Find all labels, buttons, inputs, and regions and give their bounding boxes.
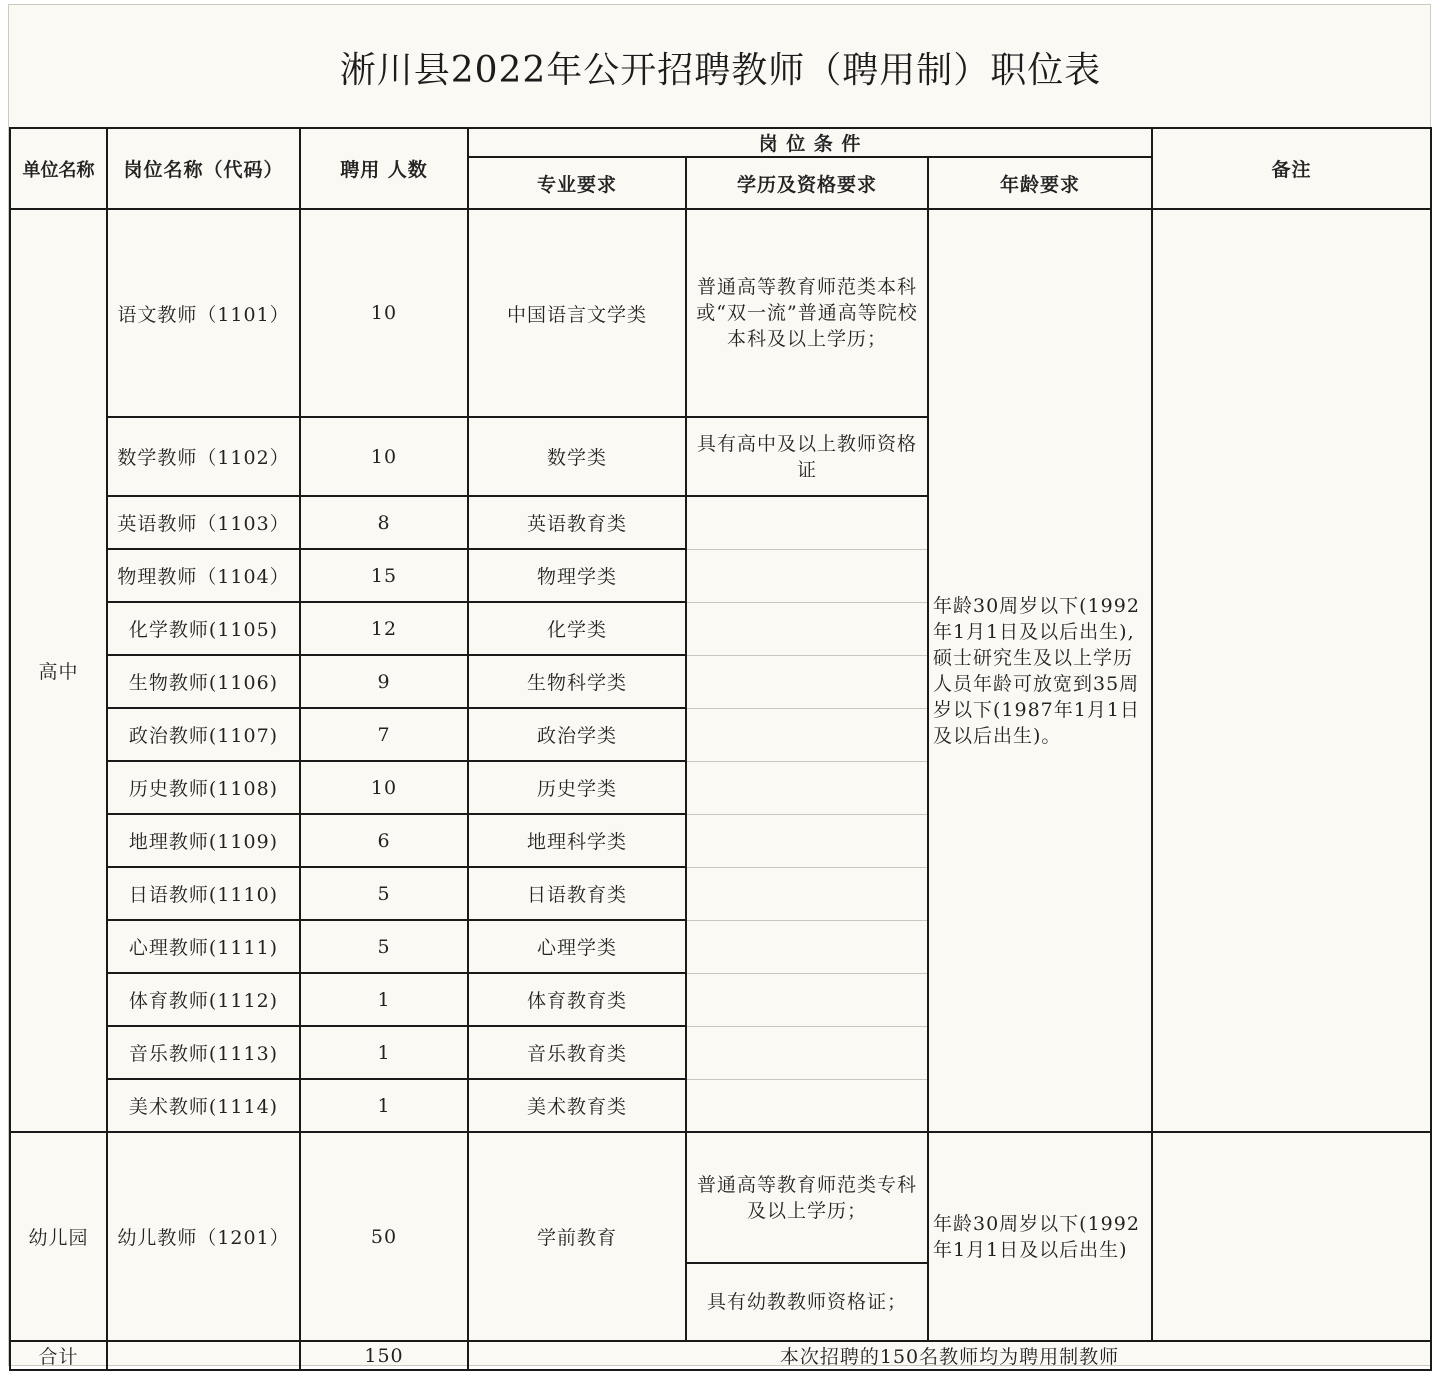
header-major: 专业要求 [468, 157, 686, 209]
count-cell: 5 [300, 867, 468, 920]
major-cell: 体育教育类 [468, 973, 686, 1026]
age-cell-high-school [928, 209, 1152, 1132]
major-cell: 中国语言文学类 [468, 209, 686, 417]
count-cell: 5 [300, 920, 468, 973]
position-cell: 美术教师(1114) [107, 1079, 300, 1132]
header-row-1 [10, 128, 1431, 157]
table-row [10, 209, 1431, 417]
count-cell: 10 [300, 209, 468, 417]
position-cell: 历史教师(1108) [107, 761, 300, 814]
table-row [10, 1132, 1431, 1263]
total-count: 150 [300, 1341, 468, 1370]
position-cell: 政治教师(1107) [107, 708, 300, 761]
header-position: 岗位名称（代码） [107, 128, 300, 209]
qualification-cell: 具有幼教教师资格证； [686, 1263, 928, 1341]
count-cell: 10 [300, 761, 468, 814]
remark-cell-kindergarten [1152, 1132, 1431, 1341]
position-cell: 体育教师(1112) [107, 973, 300, 1026]
major-cell: 历史学类 [468, 761, 686, 814]
count-cell: 1 [300, 1026, 468, 1079]
qualification-cell-empty [686, 920, 928, 973]
position-cell: 心理教师(1111) [107, 920, 300, 973]
major-cell: 英语教育类 [468, 496, 686, 549]
position-cell: 数学教师（1102） [107, 417, 300, 496]
major-cell: 生物科学类 [468, 655, 686, 708]
header-count: 聘用 人数 [300, 128, 468, 209]
position-cell: 生物教师(1106) [107, 655, 300, 708]
position-cell: 化学教师(1105) [107, 602, 300, 655]
qualification-cell-empty [686, 655, 928, 708]
total-label: 合计 [10, 1341, 107, 1370]
major-cell: 音乐教育类 [468, 1026, 686, 1079]
age-text: 年龄30周岁以下(1992年1月1日及以后出生),硕士研究生及以上学历人员年龄可放宽到35周岁以下(1987年1月1日及以后出生)。 [933, 594, 1140, 747]
count-cell: 1 [300, 973, 468, 1026]
major-cell: 日语教育类 [468, 867, 686, 920]
count-cell: 50 [300, 1132, 468, 1341]
total-empty-cell [107, 1341, 300, 1370]
major-cell: 学前教育 [468, 1132, 686, 1341]
qualification-cell-empty [686, 708, 928, 761]
position-cell: 音乐教师(1113) [107, 1026, 300, 1079]
qualification-cell-empty [686, 761, 928, 814]
page-title: 淅川县2022年公开招聘教师（聘用制）职位表 [339, 49, 1102, 91]
count-cell: 6 [300, 814, 468, 867]
position-cell: 地理教师(1109) [107, 814, 300, 867]
count-cell: 8 [300, 496, 468, 549]
age-text: 年龄30周岁以下(1992年1月1日及以后出生) [933, 1212, 1140, 1261]
count-cell: 10 [300, 417, 468, 496]
document-sheet [8, 4, 1431, 1366]
qualification-cell-empty [686, 973, 928, 1026]
major-cell: 数学类 [468, 417, 686, 496]
qualification-cell: 普通高等教育师范类专科及以上学历； [686, 1132, 928, 1263]
total-row [10, 1341, 1431, 1370]
qualification-cell: 普通高等教育师范类本科或“双一流”普通高等院校本科及以上学历； [686, 209, 928, 417]
unit-cell-high-school: 高中 [10, 209, 107, 1132]
major-cell: 政治学类 [468, 708, 686, 761]
total-note: 本次招聘的150名教师均为聘用制教师 [468, 1341, 1431, 1370]
header-age: 年龄要求 [928, 157, 1152, 209]
position-cell: 日语教师(1110) [107, 867, 300, 920]
unit-cell-kindergarten: 幼儿园 [10, 1132, 107, 1341]
major-cell: 地理科学类 [468, 814, 686, 867]
major-cell: 物理学类 [468, 549, 686, 602]
qualification-cell-empty [686, 1079, 928, 1132]
count-cell: 7 [300, 708, 468, 761]
header-remark: 备注 [1152, 128, 1431, 209]
qualification-cell: 具有高中及以上教师资格证 [686, 417, 928, 496]
qualification-cell-empty [686, 602, 928, 655]
count-cell: 1 [300, 1079, 468, 1132]
positions-table [9, 127, 1432, 1371]
major-cell: 化学类 [468, 602, 686, 655]
header-conditions: 岗 位 条 件 [468, 128, 1152, 157]
position-cell: 物理教师（1104） [107, 549, 300, 602]
count-cell: 9 [300, 655, 468, 708]
position-cell: 幼儿教师（1201） [107, 1132, 300, 1341]
major-cell: 心理学类 [468, 920, 686, 973]
major-cell: 美术教育类 [468, 1079, 686, 1132]
count-cell: 12 [300, 602, 468, 655]
qualification-cell-empty [686, 549, 928, 602]
position-cell: 英语教师（1103） [107, 496, 300, 549]
age-cell-kindergarten [928, 1132, 1152, 1341]
qualification-cell-empty [686, 867, 928, 920]
qualification-cell-empty [686, 1026, 928, 1079]
header-qualification: 学历及资格要求 [686, 157, 928, 209]
remark-cell-high-school [1152, 209, 1431, 1132]
qualification-cell-empty [686, 496, 928, 549]
header-unit: 单位名称 [10, 128, 107, 209]
qualification-cell-empty [686, 814, 928, 867]
count-cell: 15 [300, 549, 468, 602]
position-cell: 语文教师（1101） [107, 209, 300, 417]
